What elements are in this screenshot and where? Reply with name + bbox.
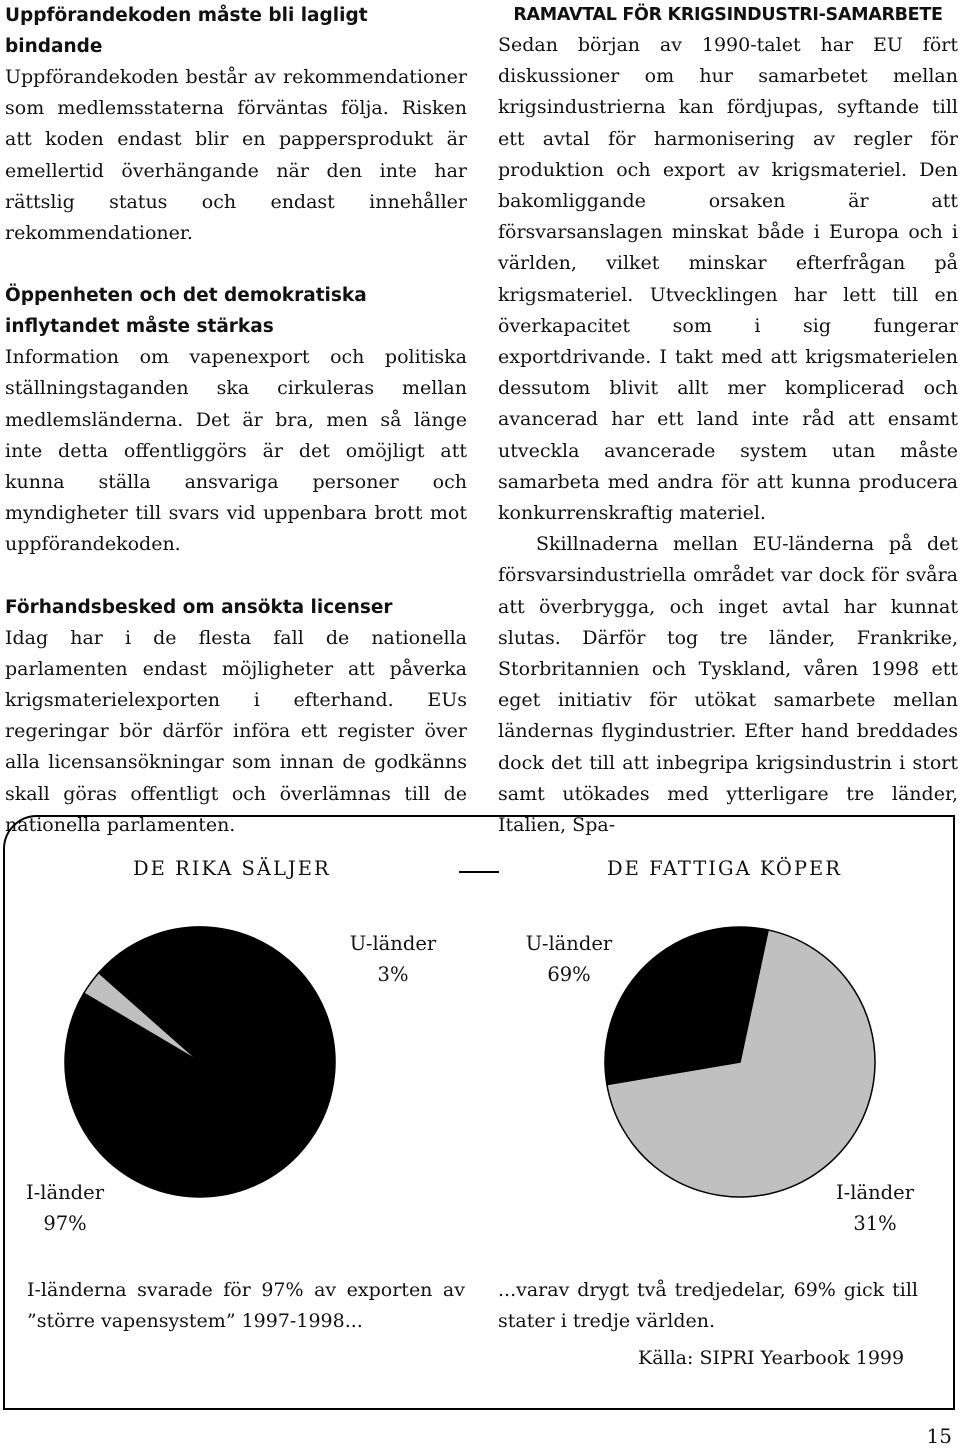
label-value: 97% <box>43 1212 87 1235</box>
chart-title-sellers: DE RIKA SÄLJER <box>133 857 331 880</box>
label-value: 3% <box>377 963 409 986</box>
sidebar-paragraph-2: Skillnaderna mellan EU-länderna på det försvarsindustriella området var dock för svåra att överbrygga, och inget avtal har kunnat slutas. Därför tog tre länder, Frankrike, Storbritannien och Tyskland, våren 1998 ett eget initiativ för utökat samarbete mellan ländernas flygindustrier. Efter hand breddades dock det till att inbegripa krigsindustrin i stort samt utökades med ytterligare tre länder, Italien, Spa- <box>498 533 958 837</box>
section-body-openness: Information om vapenexport och politiska ställningstaganden ska cirkuleras mellan medlemsländerna. Det är bra, men så länge inte detta offentliggörs är det omöjligt att kunna ställa ansvariga personer och myndigheter till svars vid uppenbara brott mot uppförandekoden. <box>5 346 467 556</box>
label-value: 31% <box>853 1212 897 1235</box>
label-value: 69% <box>547 963 591 986</box>
figure-source: Källa: SIPRI Yearbook 1999 <box>638 1347 905 1369</box>
figure-caption-left: I-länderna svarade för 97% av exporten av ”större vapensystem” 1997-1998... <box>27 1279 465 1332</box>
pie-label-sellers-u <box>318 928 468 990</box>
label-name: I-länder <box>25 1181 105 1204</box>
sidebar-paragraph-1: Sedan början av 1990-talet har EU fört diskussioner om hur samarbetet mellan krigsindustrierna kan fördjupas, syftande till ett avtal för harmonisering av regler för produktion och export av krigsmateriel. Den bakomliggande orsaken är att försvarsanslagen minskat både i Europa och i världen, vilket minskar efterfrågan på krigsmateriel. Utvecklingen har lett till en överkapacitet som i sig fungerar exportdrivande. I takt med att krigsmaterielen dessutom blivit allt mer komplicerad och avancerad har ett land inte råd att ensamt utveckla avancerade system utan måste samarbeta med andra för att kunna producera konkurrenskraftig materiel. <box>498 34 958 525</box>
label-name: U-länder <box>525 932 613 955</box>
pie-label-sellers-i <box>0 1177 140 1239</box>
pie-label-buyers-i <box>800 1177 950 1239</box>
section-heading-openness: Öppenheten och det demokratiska inflytandet måste stärkas <box>5 285 367 338</box>
label-name: U-länder <box>349 932 437 955</box>
sidebar-heading: RAMAVTAL FÖR KRIGSINDUSTRI-SAMARBETE <box>513 5 943 25</box>
label-name: I-länder <box>835 1181 915 1204</box>
chart-title-buyers: DE FATTIGA KÖPER <box>607 857 842 880</box>
section-body-binding-code: Uppförandekoden består av rekommendationer som medlemsstaterna förväntas följa. Risken att koden endast blir en pappersprodukt är emellertid överhängande när den inte har rättslig status och endast innehåller rekommendationer. <box>5 66 467 245</box>
pie-slice-sellers-i <box>65 927 335 1197</box>
pie-label-buyers-u <box>494 928 644 990</box>
section-heading-binding-code: Uppförandekoden måste bli lagligt bindande <box>5 5 368 57</box>
page-number: 15 <box>926 1424 952 1448</box>
figure-caption-right: ...varav drygt två tredjedelar, 69% gick till stater i tredje världen. <box>498 1279 918 1332</box>
section-heading-licenses: Förhandsbesked om ansökta licenser <box>5 596 393 618</box>
section-body-licenses: Idag har i de flesta fall de nationella parlamenten endast möjligheter att påverka krigsmaterielexporten i efterhand. EUs regeringar bör därför införa ett register över alla licensansökningar som innan de godkänns skall göras offentligt och överlämnas till de nationella parlamenten. <box>5 626 467 836</box>
